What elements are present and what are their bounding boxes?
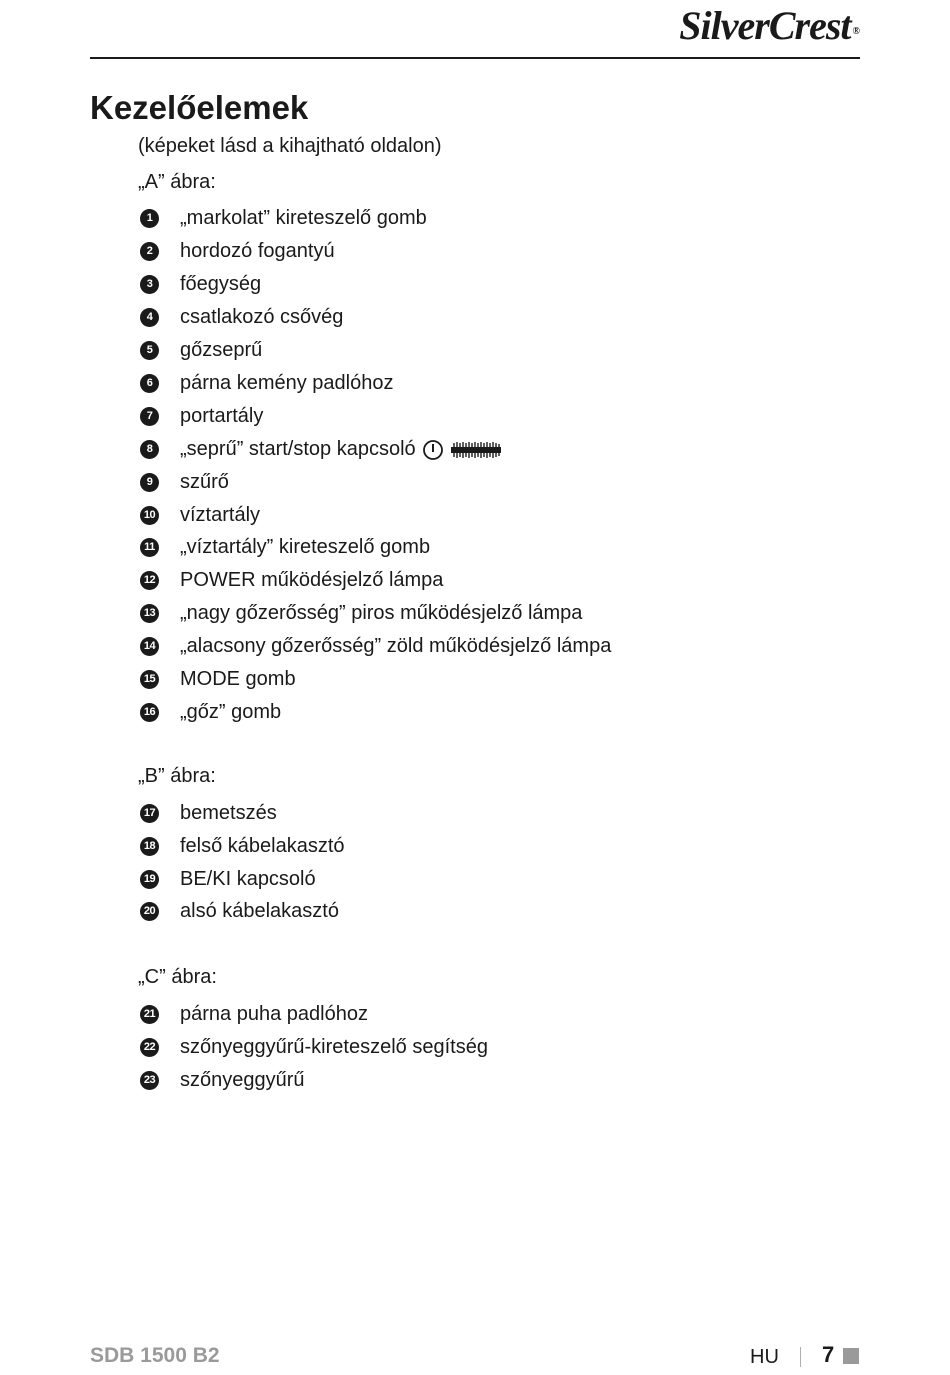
item-number-badge: 15: [140, 670, 159, 689]
page-title: Kezelőelemek: [90, 89, 309, 126]
item-number-badge: 12: [140, 571, 159, 590]
item-label: szűrő: [180, 471, 229, 493]
item-number-badge: 19: [140, 870, 159, 889]
brand-logo: [679, 4, 859, 48]
item-number-badge: 10: [140, 506, 159, 525]
power-switch-icon: [422, 439, 444, 461]
item-label: POWER működésjelző lámpa: [180, 569, 444, 591]
item-label: „gőz” gomb: [180, 701, 282, 723]
list-item: [140, 470, 229, 494]
item-number-badge: 14: [140, 637, 159, 656]
header-divider: [90, 57, 860, 59]
switch-icons: [422, 439, 504, 461]
footer-page-number: 7: [822, 1342, 835, 1367]
item-label: víztartály: [180, 504, 261, 526]
list-item: [140, 634, 612, 658]
list-item: [140, 601, 583, 625]
list-item: [140, 272, 262, 296]
item-label: hordozó fogantyú: [180, 240, 335, 262]
list-item: [140, 899, 339, 923]
item-number-badge: 2: [140, 242, 159, 261]
list-item: [140, 1035, 488, 1059]
item-number-badge: 1: [140, 209, 159, 228]
section-heading-c: „C” ábra:: [138, 966, 217, 988]
item-label: párna kemény padlóhoz: [180, 372, 394, 394]
item-number-badge: 17: [140, 804, 159, 823]
item-label: csatlakozó csővég: [180, 306, 344, 328]
item-label-with-icons: [180, 437, 504, 461]
brush-roller-icon: [448, 439, 504, 461]
list-item: [140, 371, 394, 395]
item-number-badge: 6: [140, 374, 159, 393]
list-item: [140, 1068, 305, 1092]
item-number-badge: 9: [140, 473, 159, 492]
list-item: [140, 667, 296, 691]
item-number-badge: 4: [140, 308, 159, 327]
item-label: alsó kábelakasztó: [180, 900, 339, 922]
item-number-badge: 3: [140, 275, 159, 294]
list-item: [140, 437, 416, 461]
item-number-badge: 22: [140, 1038, 159, 1057]
list-item: [140, 867, 316, 891]
item-label: MODE gomb: [180, 668, 296, 690]
item-number-badge: 11: [140, 538, 159, 557]
item-label: bemetszés: [180, 802, 277, 824]
list-item: [140, 568, 444, 592]
footer-square-marker: [843, 1348, 859, 1364]
list-item: [140, 206, 427, 230]
item-label: „víztartály” kireteszelő gomb: [180, 536, 431, 558]
footer-model-number: SDB 1500 B2: [90, 1344, 220, 1367]
item-number-badge: 8: [140, 440, 159, 459]
list-item: [140, 239, 335, 263]
list-item: [140, 503, 261, 527]
footer-language: HU: [750, 1346, 779, 1368]
list-item: [140, 801, 277, 825]
intro-text: (képeket lásd a kihajtható oldalon): [138, 135, 442, 157]
item-label: párna puha padlóhoz: [180, 1003, 368, 1025]
list-item: [140, 535, 431, 559]
item-label: főegység: [180, 273, 262, 295]
item-number-badge: 16: [140, 703, 159, 722]
item-label: „seprű” start/stop kapcsoló: [180, 438, 416, 460]
item-number-badge: 20: [140, 902, 159, 921]
list-item: [140, 338, 263, 362]
list-item: [140, 700, 282, 724]
footer-divider: [800, 1347, 801, 1367]
list-item: [140, 305, 344, 329]
section-heading-a: „A” ábra:: [138, 171, 216, 193]
item-label: felső kábelakasztó: [180, 835, 345, 857]
item-number-badge: 18: [140, 837, 159, 856]
list-item: [140, 1002, 368, 1026]
list-item: [140, 834, 345, 858]
item-number-badge: 21: [140, 1005, 159, 1024]
item-label: szőnyeggyűrű-kireteszelő segítség: [180, 1036, 488, 1058]
item-number-badge: 5: [140, 341, 159, 360]
item-label: „nagy gőzerősség” piros működésjelző lámpa: [180, 602, 583, 624]
item-number-badge: 13: [140, 604, 159, 623]
item-label: „markolat” kireteszelő gomb: [180, 207, 427, 229]
item-label: „alacsony gőzerősség” zöld működésjelző lámpa: [180, 635, 612, 657]
item-number-badge: 23: [140, 1071, 159, 1090]
section-heading-b: „B” ábra:: [138, 765, 216, 787]
brand-name: SilverCrest: [679, 3, 851, 48]
registered-mark: ®: [852, 26, 859, 37]
list-item: [140, 404, 264, 428]
item-label: BE/KI kapcsoló: [180, 868, 316, 890]
item-label: portartály: [180, 405, 264, 427]
item-number-badge: 7: [140, 407, 159, 426]
item-label: szőnyeggyűrű: [180, 1069, 305, 1091]
item-label: gőzseprű: [180, 339, 263, 361]
